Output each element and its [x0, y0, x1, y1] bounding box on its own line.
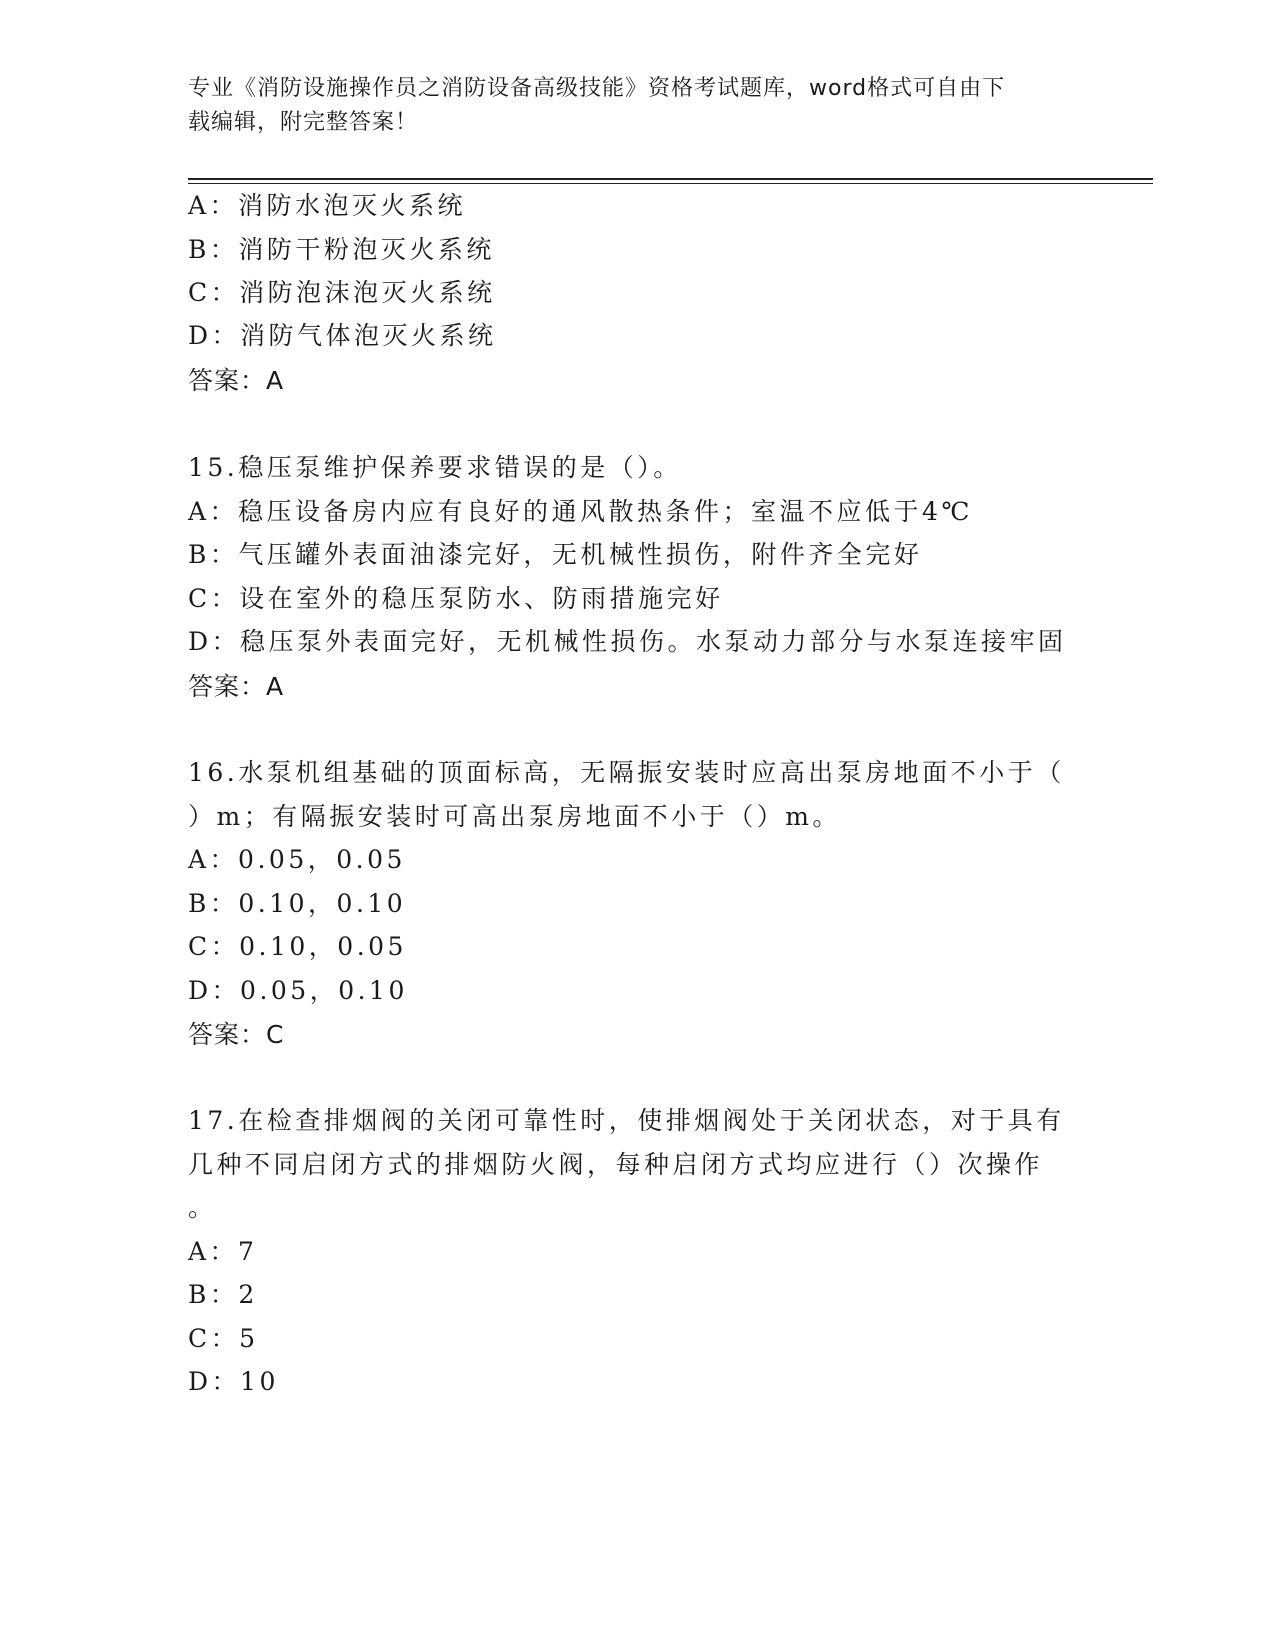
q17-question-line-1: 17.在检查排烟阀的关闭可靠性时，使排烟阀处于关闭状态，对于具有 — [188, 1106, 1065, 1135]
q14-option-d: D：消防气体泡灭火系统 — [188, 321, 497, 350]
q14-option-b: B：消防干粉泡灭火系统 — [188, 235, 495, 264]
q16-option-b: B：0.10，0.10 — [188, 889, 407, 918]
q15-answer: 答案：A — [188, 672, 285, 701]
q15-option-b: B：气压罐外表面油漆完好，无机械性损伤，附件齐全完好 — [188, 540, 923, 569]
q16-option-c: C：0.10，0.05 — [188, 932, 407, 961]
q15-option-c: C：设在室外的稳压泵防水、防雨措施完好 — [188, 584, 724, 613]
q15-option-a: A：稳压设备房内应有良好的通风散热条件；室温不应低于4℃ — [188, 497, 973, 526]
document-header — [188, 72, 1078, 140]
q16-question-line-1: 16.水泵机组基础的顶面标高，无隔振安装时应高出泵房地面不小于（ — [188, 758, 1065, 787]
q14-answer: 答案：A — [188, 366, 285, 395]
q14-option-a: A：消防水泡灭火系统 — [188, 191, 467, 220]
q14-option-c: C：消防泡沫泡灭火系统 — [188, 278, 496, 307]
q16-option-a: A：0.05，0.05 — [188, 845, 406, 874]
header-line-2: 载编辑，附完整答案！ — [188, 110, 419, 135]
q15-question: 15.稳压泵维护保养要求错误的是（）。 — [188, 453, 682, 482]
q16-question-line-2: ）m；有隔振安装时可高出泵房地面不小于（）m。 — [188, 802, 841, 831]
q16-option-d: D：0.05，0.10 — [188, 976, 408, 1005]
q15-option-d: D：稳压泵外表面完好，无机械性损伤。水泵动力部分与水泵连接牢固 — [188, 627, 1067, 656]
q17-option-d: D：10 — [188, 1367, 279, 1396]
q17-question-line-2: 几种不同启闭方式的排烟防火阀，每种启闭方式均应进行（）次操作 — [188, 1150, 1044, 1179]
q17-option-b: B：2 — [188, 1280, 258, 1309]
header-line-1: 专业《消防设施操作员之消防设备高级技能》资格考试题库，word格式可自由下 — [188, 76, 1006, 101]
q17-question-line-3: 。 — [188, 1193, 217, 1222]
q17-option-a: A：7 — [188, 1237, 258, 1266]
q17-option-c: C：5 — [188, 1324, 259, 1353]
header-divider-thin — [188, 183, 1153, 184]
header-divider-thick — [188, 178, 1153, 180]
q16-answer: 答案：C — [188, 1020, 285, 1049]
